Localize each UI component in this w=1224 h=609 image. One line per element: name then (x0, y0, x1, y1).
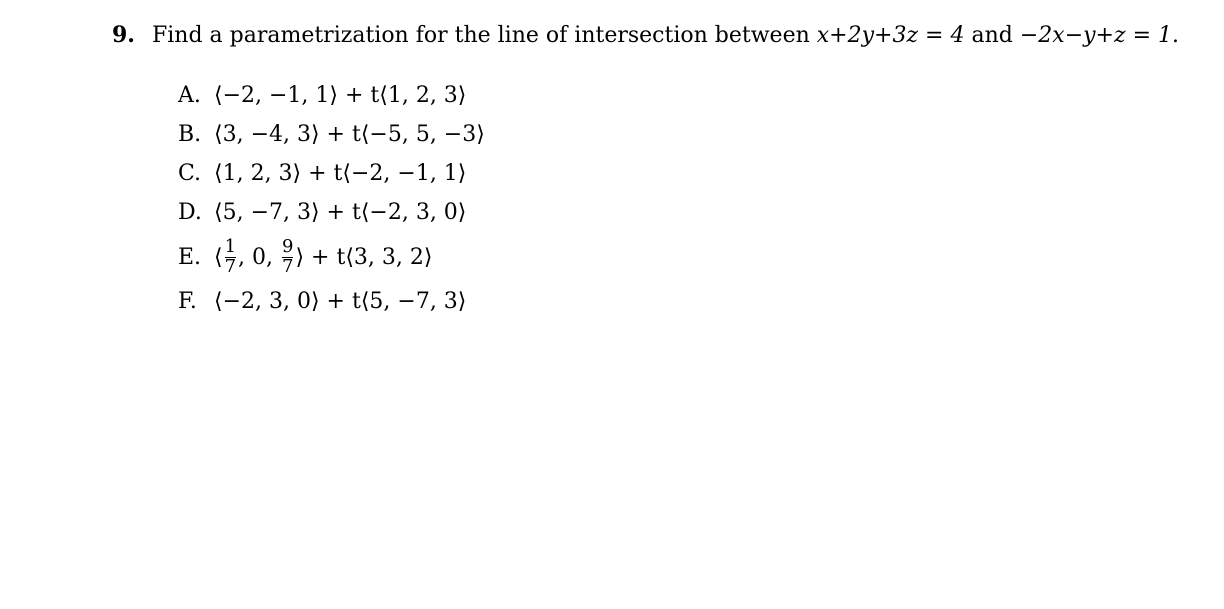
equation-1: x+2y+3z = 4 (816, 23, 965, 48)
question-lead: Find a parametrization for the line of intersection between (151, 23, 810, 48)
choice-d (178, 193, 485, 232)
fraction-denominator: 7 (282, 255, 294, 277)
expression-tail: ⟩ + t⟨3, 3, 2⟩ (295, 244, 433, 270)
question-end: . (1172, 23, 1180, 48)
choice-letter: D. (178, 200, 202, 225)
expression-middle: , 0, (238, 244, 281, 270)
fraction-denominator: 7 (224, 255, 237, 277)
question-number: 9. (112, 22, 135, 48)
fraction-nine-sevenths (282, 235, 294, 277)
choice-expression (214, 235, 433, 277)
question-text (112, 22, 1179, 48)
choice-letter: F. (178, 289, 197, 314)
answer-choices (178, 76, 485, 321)
choice-letter: E. (178, 244, 202, 270)
fraction-numerator: 1 (224, 235, 237, 257)
choice-c (178, 154, 485, 193)
fraction-numerator: 9 (282, 235, 294, 257)
choice-letter: A. (178, 83, 201, 108)
choice-e (178, 232, 485, 282)
choice-b (178, 115, 485, 154)
choice-a (178, 76, 485, 115)
choice-expression: ⟨5, −7, 3⟩ + t⟨−2, 3, 0⟩ (214, 200, 467, 225)
question-connector: and (971, 23, 1013, 48)
angle-open: ⟨ (214, 244, 223, 270)
choice-expression: ⟨1, 2, 3⟩ + t⟨−2, −1, 1⟩ (214, 161, 467, 186)
choice-expression: ⟨−2, 3, 0⟩ + t⟨5, −7, 3⟩ (214, 289, 467, 314)
choice-letter: C. (178, 161, 202, 186)
equation-2: −2x−y+z = 1 (1019, 23, 1173, 48)
choice-expression: ⟨−2, −1, 1⟩ + t⟨1, 2, 3⟩ (214, 83, 467, 108)
fraction-one-seventh (224, 235, 237, 277)
choice-letter: B. (178, 122, 202, 147)
choice-f (178, 282, 485, 321)
choice-expression: ⟨3, −4, 3⟩ + t⟨−5, 5, −3⟩ (214, 122, 485, 147)
